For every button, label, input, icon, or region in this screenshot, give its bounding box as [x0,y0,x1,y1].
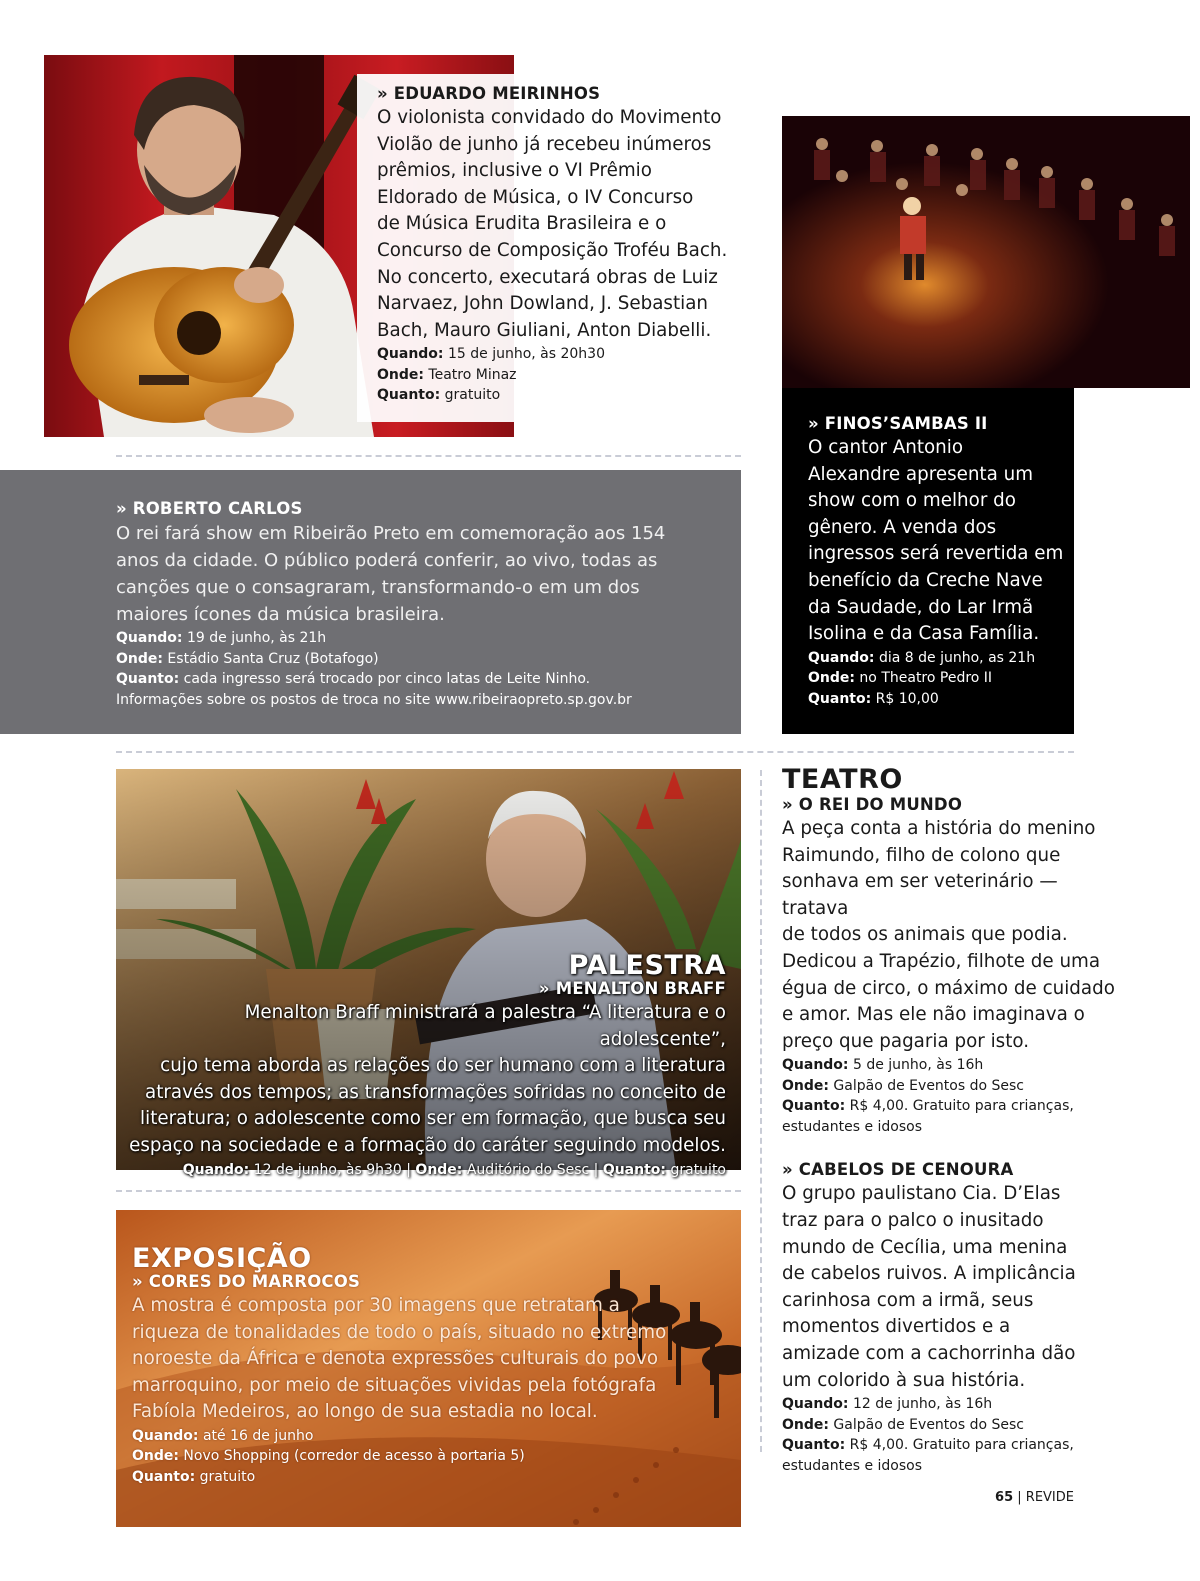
cabelos-body [782,1181,1122,1394]
palestra-info [116,1160,726,1181]
info-value: estudantes e idosos [782,1118,923,1135]
info-value: no Theatro Pedro II [854,670,993,687]
rei-info [782,1055,1122,1137]
separator [116,1190,741,1192]
cabelos-title: » CABELOS DE CENOURA [782,1160,1014,1180]
exposicao-overlay [132,1243,732,1487]
info-value: estudantes e idosos [782,1457,923,1474]
body-line: traz para o palco o inusitado [782,1209,1044,1231]
info-label: Quanto: [132,1468,196,1485]
info-value: 5 de junho, às 16h [848,1057,984,1074]
exposicao-info [132,1426,732,1488]
stage-illustration [782,116,1190,388]
body-line: através dos tempos; as transformações sofridas no conceito de [145,1081,726,1103]
info-value: 15 de junho, às 20h30 [443,346,605,363]
finos-textbox [782,388,1074,734]
body-line: Eldorado de Música, o IV Concurso [377,186,694,208]
finos-body [808,435,1074,648]
body-line: No concerto, executará obras de Luiz [377,266,718,288]
body-line: égua de circo, o máximo de cuidado [782,977,1115,999]
body-line: anos da cidade. O público poderá conferir, ao vivo, todas as [116,550,658,571]
column-separator [760,770,762,1452]
roberto-body [116,520,741,628]
info-value: gratuito [195,1468,256,1485]
teatro-column [782,764,1122,1476]
body-line: Isolina e da Casa Família. [808,623,1040,645]
info-label: Quanto: [116,671,180,687]
body-line: benefício da Creche Nave [808,569,1043,591]
info-value: Novo Shopping (corredor de acesso à portaria 5) [178,1448,525,1465]
body-line: carinhosa com a irmã, seus [782,1289,1034,1311]
info-label: Quanto: [602,1161,667,1178]
body-line: momentos divertidos e a [782,1316,1011,1338]
body-line: O rei fará show em Ribeirão Preto em comemoração aos 154 [116,523,666,544]
separator [116,455,741,457]
body-line: prêmios, inclusive o VI Prêmio [377,160,652,182]
info-value: cada ingresso será trocado por cinco latas de Leite Ninho. [179,671,591,687]
body-line: Bach, Mauro Giuliani, Anton Diabelli. [377,319,712,341]
info-label: Onde: [808,670,855,687]
page-footer [960,1490,1074,1505]
body-line: preço que pagaria por isto. [782,1030,1030,1052]
body-line: literatura; o adolescente como ser em formação, que busca seu [140,1108,726,1130]
body-line: A peça conta a história do menino [782,818,1096,839]
info-extra: Informações sobre os postos de troca no site www.ribeiraopreto.sp.gov.br [116,691,632,708]
palestra-overlay [116,950,726,1180]
body-line: noroeste da África e denota expressões culturais do povo [132,1348,659,1370]
body-line: e amor. Mas ele não imaginava o [782,1004,1085,1026]
info-label: Onde: [377,366,424,383]
info-value: R$ 4,00. Gratuito para crianças, [845,1437,1074,1454]
info-label: Quanto: [808,690,872,707]
eduardo-body [377,105,729,344]
body-line: de todos os animais que podia. [782,924,1068,946]
info-label: Quando: [377,346,444,363]
body-line: cujo tema aborda as relações do ser humano com a literatura [160,1055,726,1077]
info-label: Quando: [808,649,875,666]
palestra-title: » MENALTON BRAFF [538,979,726,998]
rei-body [782,816,1122,1055]
info-label: Quando: [116,630,183,646]
body-line: amizade com a cachorrinha dão [782,1342,1076,1364]
body-line: Menalton Braff ministrará a palestra “A literatura e o adolescente”, [244,1002,726,1050]
info-value: gratuito [440,387,501,404]
roberto-panel [0,470,741,734]
info-label: Quanto: [782,1437,846,1454]
info-label: Quando: [132,1427,199,1444]
info-value: R$ 4,00. Gratuito para crianças, [845,1098,1074,1115]
info-label: Quanto: [377,387,441,404]
body-line: um colorido à sua história. [782,1369,1026,1391]
eduardo-info [377,344,729,406]
page-number: 65 [995,1490,1014,1505]
finos-photo [782,116,1190,388]
info-value: 19 de junho, às 21h [182,630,327,646]
body-line: mundo de Cecília, uma menina [782,1236,1068,1258]
body-line: sonhava em ser veterinário — tratava [782,871,1058,919]
exposicao-section-title: EXPOSIÇÃO [132,1243,312,1274]
info-value: R$ 10,00 [871,690,939,707]
body-line: riqueza de tonalidades de todo o país, situado no extremo [132,1321,667,1343]
info-value: até 16 de junho [198,1427,314,1444]
body-line: canções que o consagraram, transformando-o em um dos [116,577,640,598]
eduardo-title: » EDUARDO MEIRINHOS [377,84,601,103]
body-line: Concurso de Composição Troféu Bach. [377,239,728,261]
finos-info [808,648,1074,710]
info-value: Teatro Minaz [423,366,517,383]
body-line: gênero. A venda dos [808,516,997,538]
info-value: Auditório do Sesc | [462,1161,603,1178]
info-label: Quando: [782,1396,849,1413]
body-line: ingressos será revertida em [808,543,1064,565]
info-label: Onde: [116,650,163,667]
info-value: 12 de junho, às 16h [848,1396,993,1413]
body-line: show com o melhor do [808,490,1016,512]
exposicao-title: » CORES DO MARROCOS [132,1272,361,1291]
magazine-name: REVIDE [1025,1490,1074,1505]
palestra-section-title: PALESTRA [568,950,726,981]
palestra-body [116,1000,726,1160]
body-line: Dedicou a Trapézio, filhote de uma [782,950,1101,972]
info-value: 12 de junho, às 9h30 | [249,1161,416,1178]
info-label: Onde: [782,1077,829,1094]
info-value: Estádio Santa Cruz (Botafogo) [162,650,379,667]
info-value: dia 8 de junho, as 21h [874,649,1036,666]
info-value: gratuito [666,1161,726,1178]
exposicao-body [132,1293,732,1426]
roberto-info [116,628,741,710]
body-line: maiores ícones da música brasileira. [116,604,445,625]
body-line: O grupo paulistano Cia. D’Elas [782,1183,1061,1205]
info-label: Quando: [782,1057,849,1074]
body-line: Fabíola Medeiros, ao longo de sua estadia no local. [132,1401,598,1423]
body-line: de Música Erudita Brasileira e o [377,213,667,235]
finos-title: » FINOS’SAMBAS II [808,414,988,433]
body-line: Raimundo, filho de colono que [782,844,1061,866]
info-label: Onde: [415,1161,463,1178]
body-line: Alexandre apresenta um [808,463,1033,485]
rei-title: » O REI DO MUNDO [782,795,963,814]
roberto-title: » ROBERTO CARLOS [116,499,303,518]
body-line: marroquino, por meio de situações vividas pela fotógrafa [132,1374,657,1396]
info-label: Quanto: [782,1098,846,1115]
body-line: A mostra é composta por 30 imagens que retratam a [132,1295,620,1316]
body-line: espaço na sociedade e a formação do caráter seguindo modelos. [129,1134,726,1156]
info-value: Galpão de Eventos do Sesc [828,1416,1024,1433]
cabelos-info [782,1394,1122,1476]
eduardo-textbox [357,74,729,422]
body-line: de cabelos ruivos. A implicância [782,1263,1076,1285]
info-label: Onde: [132,1448,179,1465]
body-line: da Saudade, do Lar Irmã [808,596,1034,618]
footer-separator: | [1013,1490,1026,1505]
info-value: Galpão de Eventos do Sesc [828,1077,1024,1094]
teatro-section-title: TEATRO [782,764,903,795]
body-line: Violão de junho já recebeu inúmeros [377,133,712,155]
body-line: O violonista convidado do Movimento [377,107,722,128]
info-label: Quando: [182,1161,250,1178]
body-line: Narvaez, John Dowland, J. Sebastian [377,293,708,315]
separator [116,751,1074,753]
body-line: O cantor Antonio [808,437,964,458]
info-label: Onde: [782,1416,829,1433]
